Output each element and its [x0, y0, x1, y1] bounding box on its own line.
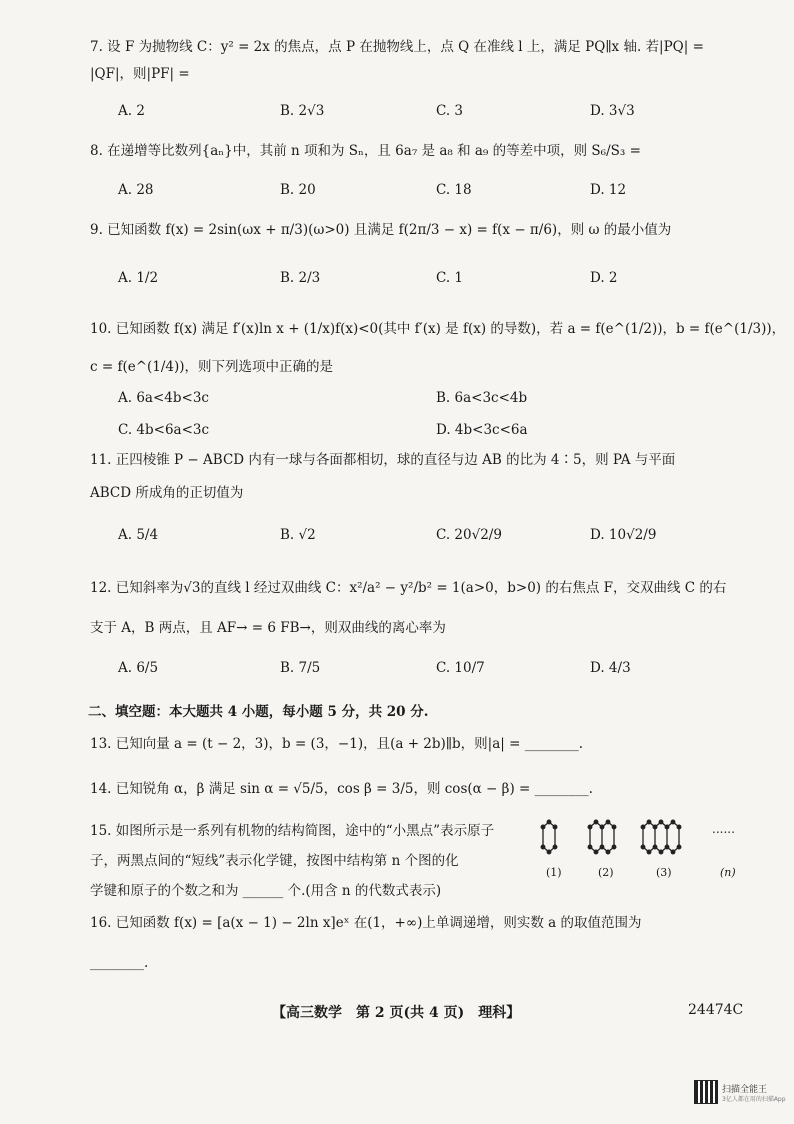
q10-option-a: A. 6a<4b<3c	[118, 390, 209, 406]
q8-option-c: C. 18	[436, 182, 472, 198]
question-14: 14. 已知锐角 α，β 满足 sin α = √5/5，cos β = 3/5，则 cos(α − β) = ________.	[90, 781, 593, 797]
question-15-l2: 子，两黑点间的“短线”表示化学键，按图中结构第 n 个图的化	[90, 853, 459, 869]
q8-option-a: A. 28	[118, 182, 154, 198]
question-15-l3: 学键和原子的个数之和为 ______ 个.(用含 n 的代数式表示)	[90, 883, 442, 899]
figure-ellipsis: ......	[712, 822, 735, 836]
q12-option-c: C. 10/7	[436, 660, 485, 676]
question-10-stem: 10. 已知函数 f(x) 满足 f′(x)ln x + (1/x)f(x)<0(其中 f′(x) 是 f(x) 的导数)，若 a = f(e^(1/2))，b = f(e^(1/3))，	[90, 321, 786, 337]
q8-option-b: B. 20	[280, 182, 316, 198]
q10-option-d: D. 4b<3c<6a	[436, 422, 528, 438]
scanner-watermark: 扫描全能王	[722, 1085, 768, 1095]
question-12-stem-cont: 支于 A，B 两点，且 AF→ = 6 FB→，则双曲线的离心率为	[90, 620, 446, 636]
question-12-stem: 12. 已知斜率为√3的直线 l 经过双曲线 C：x²/a² − y²/b² = 1(a>0，b>0) 的右焦点 F，交双曲线 C 的右	[90, 580, 727, 596]
question-9-stem: 9. 已知函数 f(x) = 2sin(ωx + π/3)(ω>0) 且满足 f(2π/3 − x) = f(x − π/6)，则 ω 的最小值为	[90, 222, 672, 238]
scanner-watermark-sub: 3亿人都在用的扫描App	[722, 1096, 786, 1103]
question-16-l2: ________.	[90, 955, 149, 971]
figure-label-n: (n)	[720, 866, 736, 879]
q9-option-d: D. 2	[590, 270, 618, 286]
q12-option-b: B. 7/5	[280, 660, 321, 676]
q7-option-a: A. 2	[118, 103, 145, 119]
q7-option-c: C. 3	[436, 103, 464, 119]
question-7-stem: 7. 设 F 为抛物线 C：y² = 2x 的焦点，点 P 在抛物线上，点 Q 在准线 l 上，满足 PQ∥x 轴. 若|PQ| =	[90, 39, 704, 55]
question-11-stem-cont: ABCD 所成角的正切值为	[90, 485, 244, 501]
q7-option-b: B. 2√3	[280, 103, 325, 119]
q7-option-d: D. 3√3	[590, 103, 635, 119]
q9-option-c: C. 1	[436, 270, 464, 286]
q10-option-b: B. 6a<3c<4b	[436, 390, 528, 406]
figure-label-3: (3)	[656, 866, 672, 879]
q11-option-b: B. √2	[280, 527, 316, 543]
question-15-l1: 15. 如图所示是一系列有机物的结构简图，途中的“小黑点”表示原子	[90, 823, 495, 839]
question-13: 13. 已知向量 a = (t − 2，3)，b = (3，−1)，且(a + 2b)∥b，则|a| = ________.	[90, 736, 584, 752]
page-footer: 【高三数学 第 2 页(共 4 页) 理科】	[272, 1005, 521, 1021]
question-8-stem: 8. 在递增等比数列{aₙ}中，其前 n 项和为 Sₙ，且 6a₇ 是 a₈ 和 a₉ 的等差中项，则 S₆/S₃ =	[90, 143, 641, 159]
q12-option-a: A. 6/5	[118, 660, 159, 676]
section-2-heading: 二、填空题：本大题共 4 小题，每小题 5 分，共 20 分.	[88, 704, 429, 720]
q11-option-a: A. 5/4	[118, 527, 159, 543]
figure-label-1: (1)	[546, 866, 562, 879]
q9-option-b: B. 2/3	[280, 270, 321, 286]
qr-code-icon	[694, 1080, 718, 1104]
question-7-stem-cont: |QF|，则|PF| =	[90, 66, 190, 82]
q9-option-a: A. 1/2	[118, 270, 159, 286]
question-16-l1: 16. 已知函数 f(x) = [a(x − 1) − 2ln x]eˣ 在(1，+∞)上单调递增，则实数 a 的取值范围为	[90, 915, 642, 931]
question-11-stem: 11. 正四棱锥 P − ABCD 内有一球与各面都相切，球的直径与边 AB 的比为 4∶5，则 PA 与平面	[90, 452, 676, 468]
q8-option-d: D. 12	[590, 182, 627, 198]
question-10-stem-cont: c = f(e^(1/4))，则下列选项中正确的是	[90, 359, 334, 375]
q10-option-c: C. 4b<6a<3c	[118, 422, 210, 438]
paper-code: 24474C	[688, 1002, 744, 1018]
figure-label-2: (2)	[598, 866, 614, 879]
q11-option-c: C. 20√2/9	[436, 527, 502, 543]
q12-option-d: D. 4/3	[590, 660, 631, 676]
q11-option-d: D. 10√2/9	[590, 527, 657, 543]
